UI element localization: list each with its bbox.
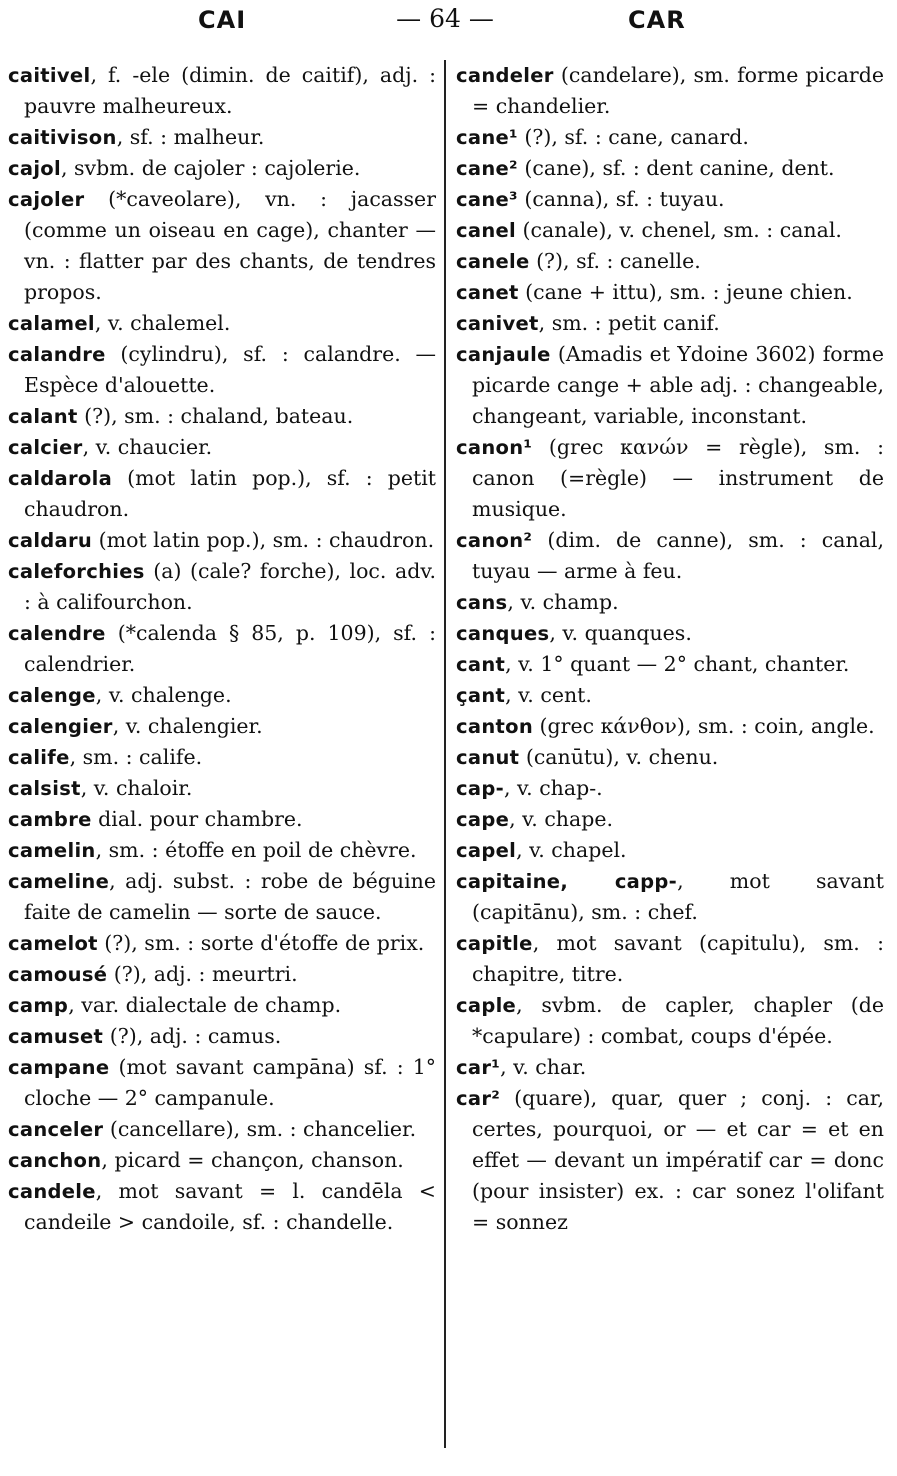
dictionary-entry (8, 1052, 436, 1114)
entry-definition: (*caveolare), vn. : jacasser (comme un oiseau en cage), chanter — vn. : flatter par des chants, de tendres propos. (24, 187, 436, 304)
entry-definition: , v. chalengier. (112, 714, 263, 738)
dictionary-entry (456, 277, 884, 308)
dictionary-entry (456, 866, 884, 928)
dictionary-entry (8, 432, 436, 463)
entry-definition: , mot savant = l. candēla < candeile > candoile, sf. : chandelle. (24, 1179, 436, 1234)
entry-definition: (a) (cale? forche), loc. adv. : à califourchon. (24, 559, 436, 614)
entry-definition: (mot latin pop.), sm. : chaudron. (92, 528, 435, 552)
entry-headword: caldaru (8, 529, 93, 552)
entry-headword: candeler (456, 64, 554, 87)
entry-definition: , v. char. (500, 1055, 587, 1079)
dictionary-entry (8, 804, 436, 835)
dictionary-entry (8, 153, 436, 184)
entry-definition: (Amadis et Ydoine 3602) forme picarde cange + able adj. : changeable, changeant, variable, inconstant. (472, 342, 884, 428)
entry-headword: candele (8, 1180, 96, 1203)
entry-headword: canton (456, 715, 534, 738)
entry-definition: (cane), sf. : dent canine, dent. (517, 156, 835, 180)
entry-headword: cap- (456, 777, 504, 800)
dictionary-entry (8, 1021, 436, 1052)
entry-definition: , v. chalemel. (94, 311, 231, 335)
dictionary-entry (456, 1083, 884, 1238)
entry-headword: caleforchies (8, 560, 145, 583)
entry-headword: cameline (8, 870, 110, 893)
entry-definition: , v. chaloir. (80, 776, 193, 800)
entry-headword: canon¹ (456, 436, 533, 459)
dictionary-entry (8, 835, 436, 866)
entry-headword: calsist (8, 777, 81, 800)
entry-headword: camousé (8, 963, 108, 986)
dictionary-entry (456, 773, 884, 804)
entry-headword: camp (8, 994, 69, 1017)
dictionary-entry (8, 556, 436, 618)
entry-headword: calamel (8, 312, 95, 335)
dictionary-entry (456, 525, 884, 587)
entry-definition: , v. chalenge. (95, 683, 232, 707)
dictionary-entry (456, 928, 884, 990)
entry-definition: (candelare), sm. forme picarde = chandelier. (472, 63, 884, 118)
entry-definition: , v. 1° quant — 2° chant, chanter. (505, 652, 850, 676)
entry-definition: , v. champ. (507, 590, 619, 614)
dictionary-entry (456, 680, 884, 711)
entry-definition: , v. chapel. (516, 838, 627, 862)
entry-definition: (cancellare), sm. : chancelier. (103, 1117, 417, 1141)
entry-definition: (?), sf. : canelle. (529, 249, 701, 273)
dictionary-entry (456, 339, 884, 432)
dictionary-entry (8, 401, 436, 432)
entry-definition: , v. chape. (509, 807, 614, 831)
entry-headword: calcier (8, 436, 83, 459)
entry-definition: (grec κάνθον), sm. : coin, angle. (533, 714, 875, 738)
entry-headword: canet (456, 281, 519, 304)
entry-headword: canchon (8, 1149, 102, 1172)
dictionary-entry (456, 308, 884, 339)
entry-headword: cajoler (8, 188, 85, 211)
left-column (8, 60, 436, 1470)
dictionary-entry (456, 835, 884, 866)
entry-headword: cant (456, 653, 506, 676)
dictionary-entry (456, 122, 884, 153)
entry-definition: , v. cent. (505, 683, 592, 707)
entry-definition: , sm. : étoffe en poil de chèvre. (95, 838, 417, 862)
dictionary-entry (8, 1176, 436, 1238)
dictionary-entry (8, 525, 436, 556)
dictionary-entry (8, 680, 436, 711)
entry-headword: cane² (456, 157, 518, 180)
dictionary-entry (8, 711, 436, 742)
entry-headword: canut (456, 746, 520, 769)
entry-definition: , sf. : malheur. (116, 125, 265, 149)
entry-definition: (mot latin pop.), sf. : petit chaudron. (24, 466, 436, 521)
entry-headword: calenge (8, 684, 96, 707)
entry-headword: car¹ (456, 1056, 501, 1079)
dictionary-entry (8, 184, 436, 308)
entry-definition: (dim. de canne), sm. : canal, tuyau — arme à feu. (472, 528, 884, 583)
dictionary-entry (456, 990, 884, 1052)
dictionary-entry (8, 773, 436, 804)
entry-headword: car² (456, 1087, 501, 1110)
dictionary-entry (456, 60, 884, 122)
dictionary-entry (456, 246, 884, 277)
dictionary-entry (8, 866, 436, 928)
entry-headword: camuset (8, 1025, 104, 1048)
entry-headword: çant (456, 684, 506, 707)
entry-definition: , sm. : petit canif. (538, 311, 720, 335)
entry-definition: , sm. : calife. (69, 745, 203, 769)
entry-headword: camelot (8, 932, 98, 955)
entry-headword: cambre (8, 808, 92, 831)
entry-definition: (?), sf. : cane, canard. (517, 125, 749, 149)
entry-headword: caitivel (8, 64, 91, 87)
entry-headword: capel (456, 839, 517, 862)
entry-definition: (canna), sf. : tuyau. (517, 187, 725, 211)
entry-headword: caple (456, 994, 517, 1017)
entry-headword: calendre (8, 622, 106, 645)
dictionary-entry (456, 742, 884, 773)
entry-definition: (?), adj. : meurtri. (107, 962, 298, 986)
entry-headword: canceler (8, 1118, 104, 1141)
page-number: — 64 — (396, 4, 494, 33)
entry-headword: campane (8, 1056, 110, 1079)
entry-headword: cans (456, 591, 508, 614)
entry-headword: canques (456, 622, 550, 645)
dictionary-entry (8, 1114, 436, 1145)
dictionary-entry (8, 60, 436, 122)
column-divider (444, 60, 446, 1448)
entry-headword: capitaine, capp- (456, 870, 678, 893)
dictionary-entry (8, 742, 436, 773)
entry-definition: , var. dialectale de champ. (68, 993, 342, 1017)
entry-headword: caldarola (8, 467, 113, 490)
entry-definition: (grec κανών = règle), sm. : canon (=règle) — instrument de musique. (472, 435, 884, 521)
entry-headword: calife (8, 746, 70, 769)
dictionary-entry (456, 649, 884, 680)
entry-headword: cane³ (456, 188, 518, 211)
entry-headword: calengier (8, 715, 113, 738)
dictionary-entry (456, 153, 884, 184)
dictionary-entry (8, 122, 436, 153)
entry-headword: calant (8, 405, 78, 428)
entry-headword: canon² (456, 529, 533, 552)
entry-headword: canivet (456, 312, 539, 335)
entry-definition: , svbm. de capler, chapler (de *capulare) : combat, coups d'épée. (472, 993, 884, 1048)
entry-definition: , mot savant (capitulu), sm. : chapitre, titre. (472, 931, 884, 986)
entry-headword: caitivison (8, 126, 117, 149)
header-right-guideword: CAR (628, 6, 686, 34)
entry-headword: camelin (8, 839, 96, 862)
entry-headword: capitle (456, 932, 533, 955)
dictionary-entry (456, 184, 884, 215)
entry-headword: cajol (8, 157, 61, 180)
entry-definition: (*calenda § 85, p. 109), sf. : calendrier. (24, 621, 436, 676)
entry-headword: canel (456, 219, 517, 242)
entry-definition: , picard = chançon, chanson. (101, 1148, 404, 1172)
dictionary-entry (8, 990, 436, 1021)
right-column (456, 60, 884, 1470)
dictionary-entry (8, 1145, 436, 1176)
entry-definition: (cylindru), sf. : calandre. — Espèce d'alouette. (24, 342, 436, 397)
dictionary-entry (456, 587, 884, 618)
entry-headword: calandre (8, 343, 106, 366)
dictionary-entry (456, 1052, 884, 1083)
entry-headword: cape (456, 808, 510, 831)
entry-definition: , svbm. de cajoler : cajolerie. (60, 156, 361, 180)
dictionary-entry (456, 804, 884, 835)
page-header (0, 6, 897, 40)
entry-headword: canele (456, 250, 530, 273)
dictionary-entry (8, 618, 436, 680)
entry-definition: , v. quanques. (549, 621, 692, 645)
dictionary-entry (456, 215, 884, 246)
entry-definition: (cane + ittu), sm. : jeune chien. (518, 280, 853, 304)
entry-definition: , mot savant (capitānu), sm. : chef. (472, 869, 884, 924)
entry-definition: , f. -ele (dimin. de caitif), adj. : pauvre malheureux. (24, 63, 436, 118)
dictionary-entry (8, 959, 436, 990)
entry-headword: canjaule (456, 343, 551, 366)
header-left-guideword: CAI (198, 6, 247, 34)
entry-definition: (mot savant campāna) sf. : 1° cloche — 2° campanule. (24, 1055, 436, 1110)
entry-headword: cane¹ (456, 126, 518, 149)
dictionary-entry (456, 618, 884, 649)
entry-definition: (?), adj. : camus. (103, 1024, 282, 1048)
dictionary-entry (456, 432, 884, 525)
dictionary-entry (8, 928, 436, 959)
dictionary-entry (8, 339, 436, 401)
entry-definition: (?), sm. : chaland, bateau. (77, 404, 354, 428)
entry-definition: (canūtu), v. chenu. (519, 745, 719, 769)
entry-definition: , v. chap-. (503, 776, 603, 800)
dictionary-entry (456, 711, 884, 742)
entry-definition: (?), sm. : sorte d'étoffe de prix. (97, 931, 425, 955)
entry-definition: (canale), v. chenel, sm. : canal. (516, 218, 842, 242)
entry-definition: (quare), quar, quer ; conj. : car, certes, pourquoi, or — et car = et en effet — devant un impératif car = donc (pour insister) ex. : car sonez l'olifant = sonnez (472, 1086, 884, 1234)
entry-definition: dial. pour chambre. (91, 807, 303, 831)
dictionary-entry (8, 463, 436, 525)
entry-definition: , adj. subst. : robe de béguine faite de camelin — sorte de sauce. (24, 869, 436, 924)
entry-definition: , v. chaucier. (82, 435, 213, 459)
dictionary-entry (8, 308, 436, 339)
